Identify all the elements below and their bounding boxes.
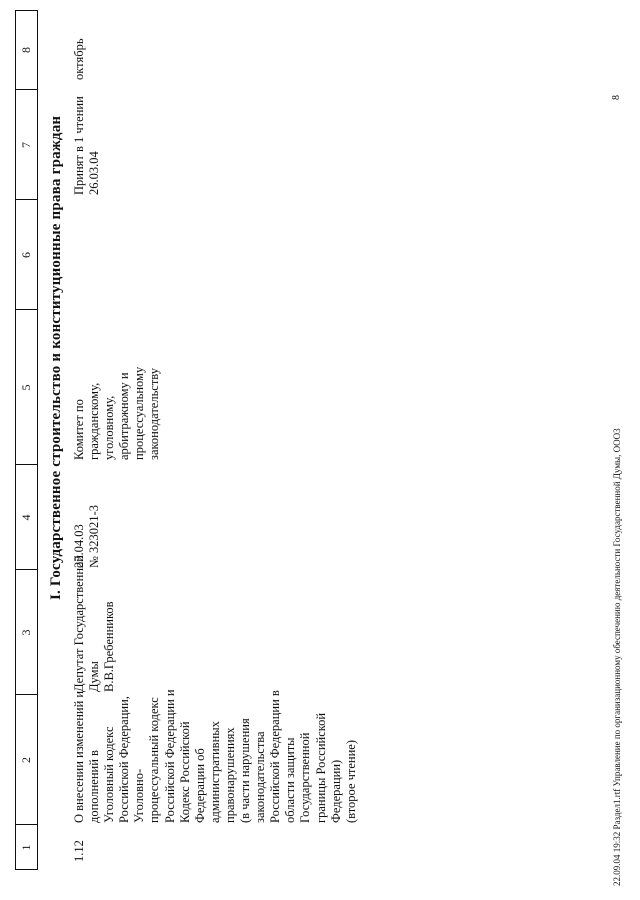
print-footer: 22.09.04 19:32 Раздел1.rtf Управление по организационному обеспечению деятельности Государственной Думы, ООО3 bbox=[612, 428, 622, 886]
column-number-3: 3 bbox=[19, 629, 33, 636]
column-number-5: 5 bbox=[19, 384, 33, 391]
reading-status: Принят в 1 чтении 26.03.04 bbox=[72, 96, 102, 195]
row-number: 1.12 bbox=[72, 840, 86, 862]
planned-month: октябрь bbox=[72, 38, 86, 80]
column-number-4: 4 bbox=[19, 514, 33, 521]
column-number-8: 8 bbox=[19, 47, 33, 53]
column-number-1: 1 bbox=[19, 844, 33, 851]
bill-title: О внесении изменений и дополнений в Уголовный кодекс Российской Федерации, Уголовно- процессуальный кодекс Российской Федерации и Кодекс Российской Федерации об административных правонарушениях (в части нарушения законодательства Российской Федерации в области защиты Государственной границы Российской Федерации) (второе чтение) bbox=[72, 689, 358, 823]
table-header-separator bbox=[37, 10, 38, 870]
responsible-committee: Комитет по гражданскому, уголовному, арбитражному и процессуальному законодательству bbox=[72, 366, 162, 460]
column-number-6: 6 bbox=[19, 252, 33, 258]
page-number: 8 bbox=[611, 95, 622, 100]
column-number-7: 7 bbox=[19, 142, 33, 148]
column-number-2: 2 bbox=[19, 757, 33, 763]
bill-author: Депутат Государственной Думы В.В.Гребенников bbox=[72, 555, 117, 692]
section-title: I. Государственное строительство и конституционные права граждан bbox=[48, 115, 64, 600]
table-top-border bbox=[15, 10, 16, 870]
introduction-date-number: 23.04.03 № 323021-3 bbox=[72, 505, 102, 568]
